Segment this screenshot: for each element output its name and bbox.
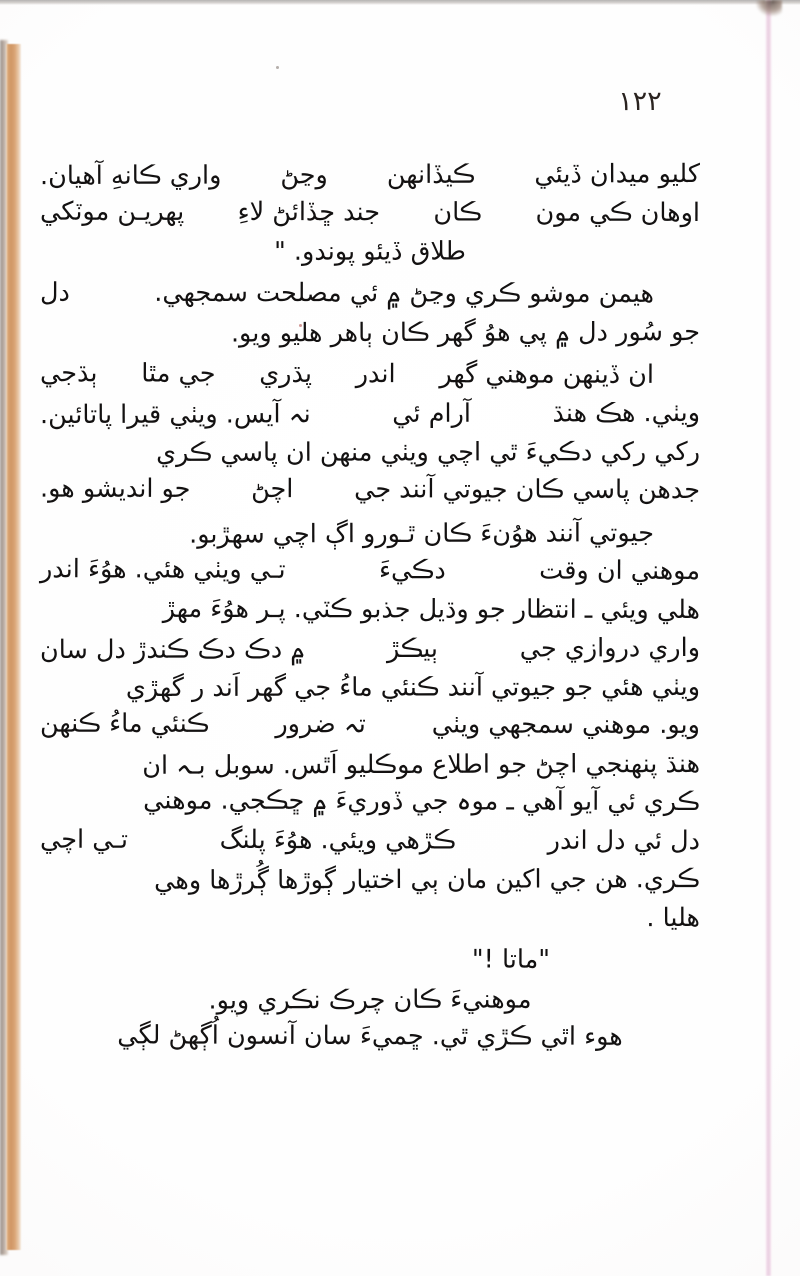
text-segment: وڃڻ: [280, 160, 328, 191]
text-line: [40, 313, 700, 354]
text-segment: تہ ضرور: [275, 709, 366, 740]
text-segment: اچڻ: [251, 474, 294, 505]
text-segment: جيوتي آنند هوُنءَ ڪان ٿـورو اڳ اچي سهڙبو.: [189, 517, 655, 550]
text-segment: طلاق ڏيئو پوندو. ": [274, 236, 466, 267]
scan-corner-smudge: [756, 0, 782, 16]
text-segment: ٻيڪڙ: [386, 633, 439, 664]
text-line: [40, 860, 700, 901]
text-segment: جو انديشو هو.: [39, 473, 191, 504]
text-line: [40, 820, 700, 860]
text-line: [40, 745, 700, 786]
text-line: [40, 192, 700, 232]
text-segment: "ماتا !": [471, 944, 551, 975]
paragraph-gap: [40, 510, 700, 514]
text-line: [40, 354, 700, 394]
book-edge-right-strip: [765, 0, 772, 1276]
text-segment: دل ئي دل اندر: [547, 825, 701, 856]
book-edge-left-strip: [6, 44, 21, 1250]
text-segment: كليو ميدان ڏيئي: [534, 159, 701, 190]
text-line: [40, 705, 700, 745]
text-line: [40, 155, 700, 196]
text-line: [40, 1016, 700, 1056]
text-segment: تـي اچي: [39, 824, 129, 855]
text-line: [40, 273, 700, 313]
text-segment: پڌري: [259, 358, 313, 389]
text-segment: ٻڌجي: [39, 357, 98, 388]
text-segment: هيمن موشو ڪري وڃڻ ۾ ئي مصلحت سمجهي.: [154, 277, 655, 309]
text-line: [40, 589, 700, 629]
text-line: [40, 980, 700, 1021]
text-line: [40, 668, 700, 708]
text-segment: ڪنئي ماءُ ڪنهن: [39, 708, 210, 739]
text-segment: ويٺي هئي جو جيوتي آنند ڪنئي ماءُ جي گهر اَند ر گهڙي: [125, 671, 701, 703]
text-segment: هلي ويئي ـ انتظار جو وڌيل جذبو ڪٽي. پـر هوُءَ مهڙ: [162, 593, 701, 625]
text-line: [40, 470, 700, 510]
text-line: [40, 433, 700, 473]
text-segment: ڪيڏانهن: [386, 159, 476, 190]
scan-speck: [276, 66, 279, 69]
text-segment: اوهان ڪي مون: [535, 197, 701, 228]
text-segment: نہ آيس. ويٺي قيرا پاتائين.: [39, 399, 311, 431]
text-segment: ويو. موهني سمجهي ويٺي: [431, 709, 701, 740]
text-segment: واري ڪانهِ آهيان.: [39, 160, 222, 192]
text-segment: رکي رکي دڪيءَ ٿي اچي ويٺي منهن ان پاسي ڪري: [156, 436, 701, 468]
text-segment: هنڌ پنهنجي اچڻ جو اطلاع موڪليو اَٿس. سوبل بـہ ان: [142, 748, 701, 781]
text-segment: واري دروازي جي: [519, 633, 701, 664]
text-segment: ڪري ئي آيو آهي ـ موہ جي ڏوريءَ ۾ ڇڪجي. موهني: [143, 785, 701, 817]
text-segment: ان ڏينهن موهني گهر: [439, 358, 655, 390]
text-segment: ويٺي. هڪ هنڌ: [552, 398, 701, 429]
text-line: [40, 629, 700, 670]
text-segment: جدهن پاسي ڪان جيوتي آنند جي: [354, 474, 701, 505]
text-line: [40, 550, 700, 590]
text-segment: تـي ويٺي هئي. هوُءَ اندر: [39, 554, 286, 585]
text-segment: موهنيءَ ڪان چرڪ نڪري ويو.: [208, 984, 532, 1016]
text-line: [40, 781, 700, 821]
text-segment: آرام ئي: [392, 398, 472, 429]
text-segment: موهني ان وقت: [539, 555, 701, 586]
text-segment: هليا .: [646, 902, 701, 933]
text-segment: ڪري. هن جي اکين مان ٻي اختيار ڳوڙها ڳُرڙها وهي: [154, 864, 701, 896]
text-line: [40, 394, 700, 435]
page-text-block: [40, 86, 700, 1057]
text-segment: هوء اٿي ڪڙي ٿي. ڇميءَ سان آنسون اُڳهڻ لڳي: [117, 1020, 623, 1052]
text-segment: جند ڇڏائڻ لاءِ: [237, 196, 381, 227]
text-line: [40, 899, 700, 939]
text-segment: ڪان: [433, 196, 483, 228]
text-segment: پهريـن موٽكي: [39, 196, 185, 227]
text-segment: جو سُور دل ۾ پي هوُ گهر ڪان ٻاهر هليو ويو.: [230, 317, 701, 349]
page-number: ١٢٢: [618, 85, 662, 118]
text-segment: جي مٿا: [141, 357, 216, 389]
text-segment: اندر: [355, 358, 396, 389]
text-segment: ۾ دڪ دڪ ڪندڙ دل سان: [39, 634, 306, 666]
dialogue-line: [40, 940, 700, 980]
text-segment: دڪيءَ: [378, 555, 446, 586]
text-line: [40, 232, 700, 272]
text-segment: دل: [39, 277, 70, 308]
text-segment: ڪڙهي ويئي. هوُءَ پلنگ: [219, 824, 457, 855]
text-line: [40, 514, 700, 555]
scan-top-edge-band: [0, 0, 800, 5]
